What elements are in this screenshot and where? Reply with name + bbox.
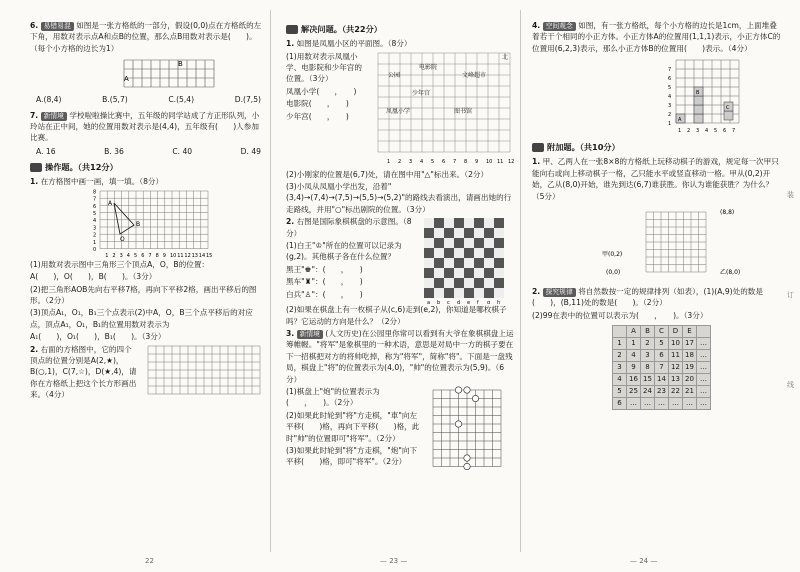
- table-cell: E: [683, 326, 697, 338]
- chess-square: [484, 288, 494, 298]
- table-cell: …: [697, 386, 711, 398]
- chess-square: [424, 248, 434, 258]
- table-cell: 13: [669, 374, 683, 386]
- chess-square: [464, 278, 474, 288]
- y-tick: 1: [93, 239, 97, 246]
- mid-q2-sub1: (1)白王"♔"所在的位置可以记录为(g,2)。其他棋子各在什么位置？: [286, 241, 402, 262]
- cube: [694, 96, 703, 105]
- chess-square: [474, 218, 484, 228]
- chess-square: [494, 258, 504, 268]
- y-tick: 3: [668, 103, 672, 110]
- xiangqi-piece: [455, 387, 461, 393]
- x-tick: 14: [198, 252, 206, 259]
- mid-question-1: 1. 如图是凤凰小区的平面图。（8分）: [286, 39, 412, 49]
- chess-square: [424, 228, 434, 238]
- y-tick: 1: [668, 121, 672, 128]
- table-cell: A: [627, 326, 641, 338]
- q7-option-a[interactable]: A. 16: [36, 146, 56, 156]
- x-tick: 1: [678, 128, 682, 135]
- table-cell: [697, 326, 711, 338]
- chess-square: [494, 278, 504, 288]
- x-tick: 8: [464, 158, 468, 165]
- x-tick: 10: [486, 158, 493, 165]
- chess-square: [494, 218, 504, 228]
- chess-square: [464, 268, 474, 278]
- table-cell: 2: [641, 338, 655, 350]
- chess-square: [434, 218, 444, 228]
- table-cell: …: [697, 362, 711, 374]
- x-tick: 2: [687, 128, 691, 135]
- chess-square: [464, 248, 474, 258]
- mid-question-3: 3. 新情境 (人文历史)在公园里你常可以看到有大爷在象棋棋盘上运筹帷幄。"将军"是象棋里的一种术语，意思是对局中一方的棋子要在下一招棋把对方的将帅吃掉，称为"将军"，简称"将"。下面是一盘残局，棋盘上"将"的位置表示为(4,0)，"帅"的位置表示为(5,9)。（6分）: [286, 329, 514, 384]
- chess-square: [444, 218, 454, 228]
- table-cell: 4: [627, 350, 641, 362]
- table-cell: 3: [613, 362, 627, 374]
- map-library: 图书馆: [454, 107, 473, 115]
- table-cell: 15: [641, 374, 655, 386]
- chess-square: [424, 278, 434, 288]
- x-tick: 4: [705, 128, 709, 135]
- table-cell: 5: [613, 386, 627, 398]
- point-b-label: B: [136, 220, 141, 228]
- q7-option-d[interactable]: D. 49: [240, 146, 261, 156]
- mid-q3-sub2: (2)如果此时轮到"将"方走棋，"車"向左平移( )格，再向下平移( )格，此时"帅"的位置即可"将军"。（2分）: [286, 410, 420, 443]
- q4-tag: 空间观念: [543, 22, 576, 31]
- chess-square: [474, 238, 484, 248]
- y-tick: 7: [668, 67, 672, 74]
- table-row: [613, 326, 711, 338]
- x-tick: 6: [141, 252, 145, 259]
- q7-options: [36, 146, 261, 157]
- y-tick: 6: [668, 76, 672, 83]
- q7-number: 7.: [30, 110, 39, 120]
- chess-square: [454, 238, 464, 248]
- table-cell: 23: [655, 386, 669, 398]
- middle-page-number: — 23 —: [380, 556, 408, 565]
- table-cell: 20: [683, 374, 697, 386]
- binding-mark-2: 订: [787, 291, 794, 299]
- table-cell: 25: [627, 386, 641, 398]
- x-tick: 11: [177, 252, 184, 259]
- extra-q2-sub2: (2)99在表中的位置可以表示为( ， )。（3分）: [532, 310, 708, 320]
- file-label: f: [477, 300, 479, 305]
- chess-square: [484, 248, 494, 258]
- mid-q3-left: [286, 386, 421, 482]
- right-page-number: — 24 —: [630, 556, 658, 565]
- chess-square: [454, 248, 464, 258]
- chess-square: [484, 278, 494, 288]
- y-tick: 2: [668, 112, 672, 119]
- cube: [694, 105, 703, 114]
- mid-q3-block: [286, 386, 514, 482]
- x-tick: 5: [714, 128, 718, 135]
- game-grid: [602, 204, 752, 284]
- table-cell: 6: [655, 350, 669, 362]
- table-cell: …: [641, 398, 655, 410]
- chess-square: [454, 268, 464, 278]
- chess-square: [474, 288, 484, 298]
- x-tick: 7: [148, 252, 152, 259]
- chess-square: [484, 268, 494, 278]
- table-cell: 22: [669, 386, 683, 398]
- table-cell: …: [697, 338, 711, 350]
- cube: [724, 111, 733, 120]
- binding-mark-1: 装: [787, 191, 794, 199]
- xiangqi-piece: [464, 463, 470, 469]
- chess-square: [484, 218, 494, 228]
- table-cell: 21: [683, 386, 697, 398]
- question-6: [30, 20, 262, 54]
- x-tick: 11: [497, 158, 504, 165]
- x-tick: 15: [206, 252, 213, 259]
- cube: [694, 114, 703, 123]
- chess-square: [424, 218, 434, 228]
- q6-option-c[interactable]: C.(5,4): [168, 95, 195, 105]
- table-cell: …: [697, 398, 711, 410]
- pencil-icon: [30, 163, 42, 172]
- q6-grid: [120, 56, 220, 92]
- mid-q3-sub3: (3)如果此时轮到"将"方走棋，"炮"向下平移( )格，即可"将军"。（2分）: [286, 445, 418, 467]
- cube-label: C: [726, 105, 730, 112]
- mid-q1-sub1: (1)用数对表示凤凰小学、电影院和少年宫的位置。（3分）: [286, 51, 362, 84]
- x-tick: 7: [732, 128, 736, 135]
- table-cell: D: [669, 326, 683, 338]
- white-pawn-coord: 白兵"♙"：( ， ): [286, 289, 363, 299]
- label-origin: (0,0): [606, 269, 621, 277]
- xiangqi-piece: [455, 421, 461, 427]
- cinema-coord: 电影院( ， ): [286, 99, 349, 109]
- cube-label: A: [678, 117, 682, 124]
- mid-q1-block: [286, 51, 514, 169]
- x-tick: 4: [126, 252, 130, 259]
- xiangqi-piece: [464, 455, 470, 461]
- table-row: [613, 350, 711, 362]
- file-label: d: [457, 300, 461, 305]
- cube-label: B: [696, 90, 700, 97]
- q1-sub2: (2)把三角形AOB先向右平移7格，再向下平移2格，画出平移后的图形。（2分）: [30, 284, 257, 305]
- mid-q1-left: [286, 51, 368, 169]
- middle-page: [270, 0, 520, 572]
- x-tick: 10: [170, 252, 177, 259]
- chess-square: [474, 228, 484, 238]
- q6-option-a[interactable]: A.(8,4): [36, 95, 62, 105]
- q7-tag: 新情境: [41, 112, 67, 121]
- chess-square: [474, 258, 484, 268]
- chess-square: [464, 288, 474, 298]
- chess-square: [484, 258, 494, 268]
- chess-square: [474, 248, 484, 258]
- y-tick: 4: [668, 94, 672, 101]
- ops-question-1: 1. 在方格图中画一画，填一填。（8分）: [30, 177, 164, 187]
- y-tick: 4: [93, 218, 97, 225]
- table-cell: …: [697, 374, 711, 386]
- number-table: [612, 325, 711, 410]
- x-tick: 3: [119, 252, 123, 259]
- chess-square: [444, 228, 454, 238]
- chess-square: [444, 258, 454, 268]
- chess-square: [434, 238, 444, 248]
- mid-q3-sub1: (1)棋盘上"炮"的位置表示为( ， )。（2分）: [286, 386, 380, 408]
- pencil-icon: [532, 143, 544, 152]
- table-cell: 19: [683, 362, 697, 374]
- label-jia: 甲(0,2): [602, 251, 623, 259]
- table-cell: …: [627, 398, 641, 410]
- y-tick: 0: [93, 246, 97, 253]
- chess-square: [424, 288, 434, 298]
- x-tick: 5: [431, 158, 435, 165]
- map-cinema: 电影院: [419, 63, 438, 71]
- y-tick: 2: [93, 232, 97, 239]
- chess-square: [434, 288, 444, 298]
- x-tick: 3: [409, 158, 413, 165]
- q1-sub1: (1)用数对表示图中三角形三个顶点A，O，B的位置：: [30, 259, 210, 269]
- q1-sub3-answer: A₁( )，O₁( )，B₁( )。（3分）: [30, 332, 166, 342]
- table-cell: [613, 326, 627, 338]
- table-row: [613, 386, 711, 398]
- chess-square: [434, 248, 444, 258]
- q6-option-d[interactable]: D.(7,5): [234, 95, 261, 105]
- chess-square: [484, 228, 494, 238]
- chess-square: [434, 258, 444, 268]
- table-row: [613, 362, 711, 374]
- y-tick: 6: [93, 203, 97, 210]
- q6-point-b: B: [178, 60, 183, 69]
- mid-q2-sub2: (2)如果在棋盘上有一枚棋子从(c,6)走到(e,2)，你知道是哪枚棋子吗？它运动的方向是什么？（2分）: [286, 305, 507, 326]
- q2-tag: 探究规律: [543, 288, 576, 297]
- chess-square: [444, 278, 454, 288]
- label-yi: 乙(8,0): [720, 269, 741, 277]
- table-cell: 12: [669, 362, 683, 374]
- chess-square: [464, 218, 474, 228]
- y-tick: 5: [668, 85, 672, 92]
- file-label: a: [427, 300, 431, 305]
- table-cell: …: [655, 398, 669, 410]
- table-cell: 17: [683, 338, 697, 350]
- chess-square: [484, 238, 494, 248]
- x-tick: 3: [696, 128, 700, 135]
- chess-square: [424, 258, 434, 268]
- q7-option-c[interactable]: C. 40: [172, 146, 193, 156]
- chess-square: [494, 288, 504, 298]
- chess-square: [464, 238, 474, 248]
- y-tick: 8: [93, 189, 97, 196]
- x-tick: 9: [162, 252, 166, 259]
- x-tick: 13: [191, 252, 198, 259]
- chess-square: [444, 268, 454, 278]
- table-cell: 16: [627, 374, 641, 386]
- y-tick: 7: [93, 196, 97, 203]
- table-row: [613, 374, 711, 386]
- solve-section-title: 解决问题。（共22分）: [286, 23, 514, 35]
- chess-square: [474, 268, 484, 278]
- map-youth-palace: 少年宫: [412, 89, 431, 97]
- table-row: [613, 338, 711, 350]
- chess-square: [454, 258, 464, 268]
- chess-square: [454, 278, 464, 288]
- x-tick: 12: [508, 158, 514, 165]
- binding-mark-3: 线: [787, 381, 794, 389]
- youth-coord: 少年宫( ， ): [286, 111, 349, 121]
- q6-tag: 易错易混: [41, 22, 74, 31]
- x-tick: 9: [475, 158, 479, 165]
- table-cell: 10: [669, 338, 683, 350]
- right-q4-text: 4. 空间观念 如图，有一张方格纸，每个小方格的边长是1cm，上面堆叠着若干个相同的小正方体。小正方体A的位置用(1,1,1)表示，小正方体C的位置用(6,2,3)表示，那么小正方体B的位置用( )表示。（4分）: [532, 21, 781, 53]
- chess-square: [444, 248, 454, 258]
- mid-q1-sub3: (3)小凤从凤凰小学出发，沿着"(3,4)→(7,4)→(7,5)→(5,5)→(5,2)"的路线去看演出，请画出她的行走路线，并用"○"标出剧院的位置。（3分）: [286, 182, 512, 214]
- table-cell: 11: [669, 350, 683, 362]
- xiangqi-board: [427, 386, 507, 482]
- file-label: g: [487, 300, 491, 305]
- q7-option-b[interactable]: B. 36: [104, 146, 124, 156]
- table-cell: 18: [683, 350, 697, 362]
- triangle-aob: [114, 203, 134, 234]
- question-7: [30, 110, 262, 144]
- x-tick: 7: [453, 158, 457, 165]
- mid-q3-tag: 新情境: [297, 330, 323, 339]
- chess-square: [464, 258, 474, 268]
- table-cell: 1: [627, 338, 641, 350]
- y-tick: 3: [93, 225, 97, 232]
- chess-square: [494, 268, 504, 278]
- chess-square: [454, 288, 464, 298]
- table-row: [613, 398, 711, 410]
- x-tick: 2: [398, 158, 402, 165]
- table-cell: 1: [613, 338, 627, 350]
- q6-options: [36, 94, 261, 105]
- x-tick: 4: [420, 158, 424, 165]
- rectangle-grid: [144, 344, 262, 400]
- table-cell: B: [641, 326, 655, 338]
- left-page: [0, 0, 270, 572]
- y-tick: 5: [93, 210, 97, 217]
- north-label: 北: [502, 53, 509, 61]
- x-tick: 2: [112, 252, 116, 259]
- table-cell: 6: [613, 398, 627, 410]
- table-cell: 14: [655, 374, 669, 386]
- table-cell: 9: [627, 362, 641, 374]
- xiangqi-piece: [464, 387, 470, 393]
- pencil-icon: [286, 25, 298, 34]
- school-coord: 凤凰小学( ， ): [286, 86, 357, 96]
- extra-section-title: 附加题。（共10分）: [532, 141, 782, 153]
- x-tick: 1: [387, 158, 391, 165]
- table-cell: …: [683, 398, 697, 410]
- cube-grid: [662, 56, 800, 138]
- table-cell: …: [697, 350, 711, 362]
- x-tick: 6: [723, 128, 727, 135]
- chess-square: [454, 218, 464, 228]
- x-tick: 12: [184, 252, 191, 259]
- community-map: [374, 51, 514, 169]
- q1-sub3: (3)顶点A₁，O₁，B₁三个点表示(2)中A，O，B三个点平移后的对应点，顶点A₁，O₁，B₁的位置用数对表示为: [30, 308, 253, 329]
- table-cell: C: [655, 326, 669, 338]
- label-8-8: (8,8): [720, 209, 735, 217]
- q6-option-b[interactable]: B.(5,7): [102, 95, 128, 105]
- chess-square: [494, 248, 504, 258]
- table-cell: …: [669, 398, 683, 410]
- right-q4-block: [532, 20, 782, 54]
- extra-question-2: 2. 探究规律 将自然数按一定的规律排列（如表），(1)(A,9)处的数是( )，(B,11)处的数是( )。（2分）: [532, 287, 763, 308]
- chess-square: [464, 228, 474, 238]
- x-tick: 1: [105, 252, 109, 259]
- mid-q2-left: [286, 216, 416, 304]
- chess-square: [424, 268, 434, 278]
- table-cell: 8: [641, 362, 655, 374]
- table-cell: 2: [613, 350, 627, 362]
- chess-square: [474, 278, 484, 288]
- chess-square: [434, 228, 444, 238]
- chess-board: [422, 216, 514, 304]
- extra-question-1: 1. 甲、乙两人在一张8×8的方格纸上玩移动棋子的游戏，规定每一次甲只能向右或向上移动棋子一格，乙只能水平或竖直移动一格。甲从(0,2)开始，乙从(8,0)开始，谁先到达(6,7)谁获胜。你认为谁能获胜？为什么？（5分）: [532, 157, 779, 201]
- chess-square: [494, 238, 504, 248]
- operation-section-title: 操作题。（共12分）: [30, 161, 262, 173]
- file-label: e: [467, 300, 471, 305]
- ops-question-2: [30, 344, 262, 401]
- q6-number: 6.: [30, 21, 39, 30]
- mid-q1-sub2: (2)小刚家的位置是(6,7)处，请在图中用"△"标出来。（2分）: [286, 169, 489, 179]
- table-cell: 24: [641, 386, 655, 398]
- table-cell: 4: [613, 374, 627, 386]
- chess-square: [444, 288, 454, 298]
- chess-square: [454, 228, 464, 238]
- x-tick: 6: [442, 158, 446, 165]
- table-cell: 7: [655, 362, 669, 374]
- left-page-number: 22: [145, 556, 154, 565]
- q2-text-block: 2. 右面的方格图中，它的四个顶点的位置分别是A(2,★)，B(○,1)，C(7,☆)，D(★,4)，请你在方格纸上把这个长方形画出来。（4分）: [30, 344, 137, 400]
- q1-sub1-answer: A( )，O( )，B( )。（3分）: [30, 272, 157, 282]
- file-label: c: [447, 300, 450, 305]
- point-a-label: A: [108, 199, 113, 207]
- file-label: b: [437, 300, 441, 305]
- q6-point-a: A: [124, 75, 129, 84]
- chess-square: [444, 238, 454, 248]
- chess-square: [434, 278, 444, 288]
- map-park: 公园: [388, 71, 401, 79]
- map-school: 凤凰小学: [386, 107, 411, 115]
- q7-text: 学校啦啦操比赛中，五年级的同学站成了方正形队列，小玲站在正中间，她的位置用数对表示是(4,4)，五年级有( )人参加比赛。: [30, 110, 260, 143]
- chess-square: [424, 238, 434, 248]
- x-tick: 5: [134, 252, 138, 259]
- black-rook-coord: 黑车"♜"：( ， ): [286, 277, 363, 287]
- mid-question-2: 2. 右图是国际象棋棋盘的示意图。（8分）: [286, 217, 412, 238]
- map-supermarket: 文峰超市: [462, 71, 487, 79]
- point-o-label: O: [120, 235, 125, 243]
- chess-square: [494, 228, 504, 238]
- x-tick: 8: [155, 252, 159, 259]
- table-cell: 5: [655, 338, 669, 350]
- q6-text: 如图是一张方格纸的一部分，假设(0,0)点在方格纸的左下角，用数对表示点A和点B的位置，那么点B用数对表示是( )。（每个小方格的边长为1）: [30, 21, 262, 53]
- mid-q2-block: [286, 216, 514, 304]
- xiangqi-piece: [472, 395, 478, 401]
- right-page: [520, 0, 800, 572]
- black-king-coord: 黑王"♚"：( ， ): [286, 264, 363, 274]
- triangle-grid: [90, 189, 250, 259]
- chess-square: [434, 268, 444, 278]
- file-label: h: [497, 300, 501, 305]
- table-cell: 3: [641, 350, 655, 362]
